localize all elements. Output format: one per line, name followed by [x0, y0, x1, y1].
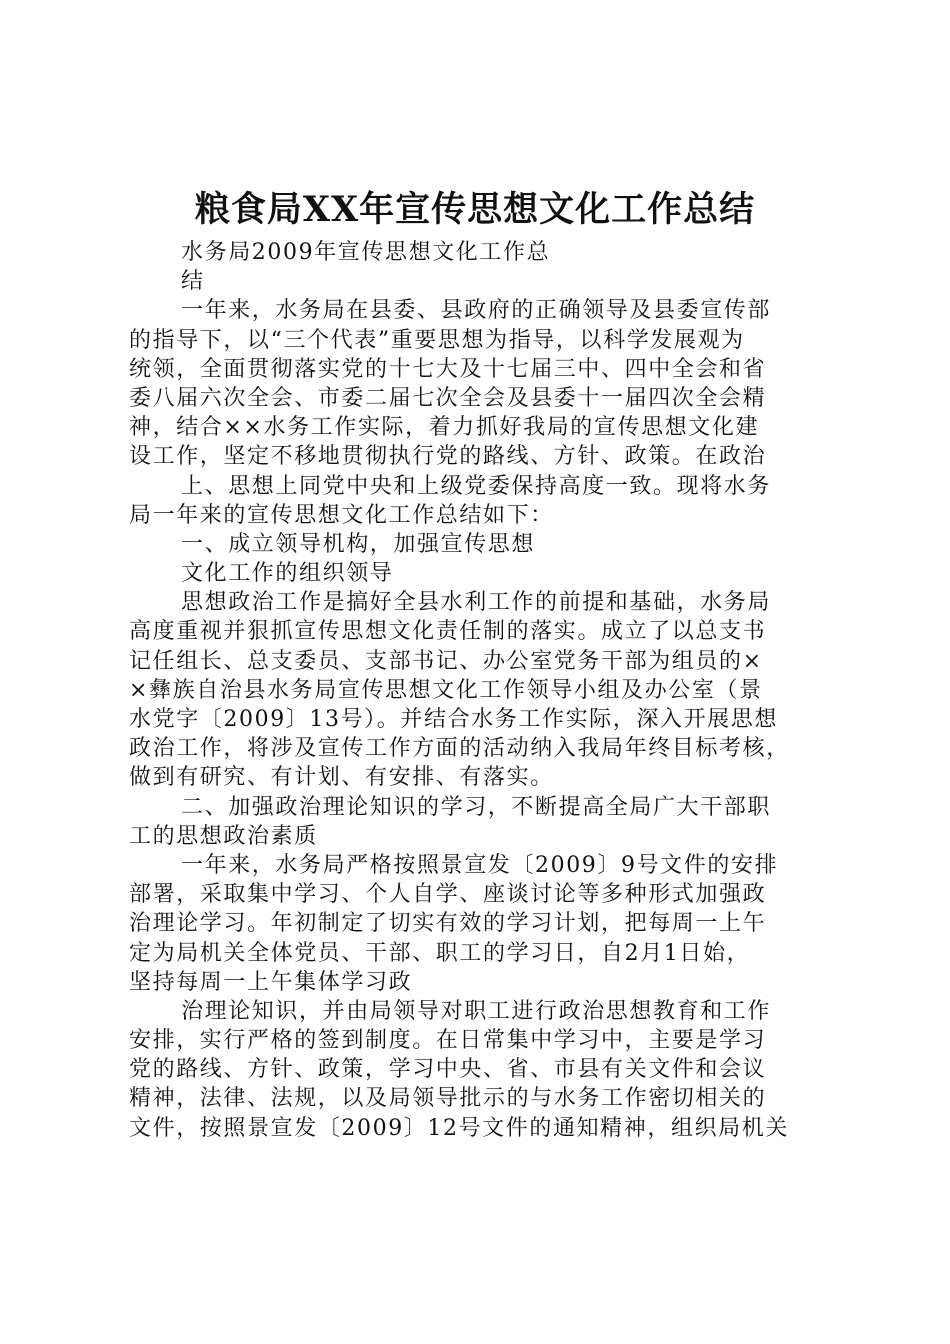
text-line: 委八届六次全会、市委二届七次全会及县委十一届四次全会精	[129, 385, 767, 411]
section-heading: 文化工作的组织领导	[181, 561, 394, 587]
text-line: 设工作，坚定不移地贯彻执行党的路线、方针、政策。在政治	[129, 444, 767, 470]
document-body	[129, 238, 829, 1143]
text-line: 的指导下，以“三个代表”重要思想为指导，以科学发展观为	[129, 327, 745, 353]
text-line: 统领，全面贯彻落实党的十七大及十七届三中、四中全会和省	[129, 356, 767, 382]
section-heading: 工的思想政治素质	[129, 823, 318, 849]
section-heading: 一、成立领导机构，加强宣传思想	[181, 531, 536, 557]
section-heading: 二、加强政治理论知识的学习，不断提高全局广大干部职	[181, 794, 772, 820]
text-line: 治理论知识，并由局领导对职工进行政治思想教育和工作	[181, 998, 772, 1024]
text-line: 上、思想上同党中央和上级党委保持高度一致。现将水务	[181, 473, 772, 499]
text-line: 做到有研究、有计划、有安排、有落实。	[129, 765, 554, 791]
text-line: 神，结合××水务工作实际，着力抓好我局的宣传思想文化建	[129, 415, 760, 441]
text-line: 记任组长、总支委员、支部书记、办公室党务干部为组员的×	[129, 648, 763, 674]
text-line: 政治工作，将涉及宣传工作方面的活动纳入我局年终目标考核，	[129, 736, 790, 762]
text-line: 党的路线、方针、政策，学习中央、省、市县有关文件和会议	[129, 1057, 767, 1083]
text-line: 坚持每周一上午集体学习政	[129, 969, 413, 995]
text-line: ×彝族自治县水务局宣传思想文化工作领导小组及办公室（景	[129, 677, 763, 703]
text-line: 文件，按照景宣发〔2009〕12号文件的通知精神，组织局机关	[129, 1115, 789, 1141]
text-line: 治理论学习。年初制定了切实有效的学习计划，把每周一上午	[129, 911, 767, 937]
text-line: 一年来，水务局严格按照景宣发〔2009〕9号文件的安排	[181, 852, 779, 878]
text-line: 安排，实行严格的签到制度。在日常集中学习中，主要是学习	[129, 1028, 767, 1054]
text-line: 结	[181, 269, 205, 295]
text-line: 局一年来的宣传思想文化工作总结如下：	[129, 502, 554, 528]
text-line: 精神，法律、法规，以及局领导批示的与水务工作密切相关的	[129, 1086, 767, 1112]
text-line: 部署，采取集中学习、个人自学、座谈讨论等多种形式加强政	[129, 882, 767, 908]
text-line: 水党字〔2009〕13号）。并结合水务工作实际，深入开展思想	[129, 707, 778, 732]
text-line: 思想政治工作是搞好全县水利工作的前提和基础，水务局	[181, 590, 772, 616]
text-line: 高度重视并狠抓宣传思想文化责任制的落实。成立了以总支书	[129, 619, 767, 645]
document-title: 粮食局XX年宣传思想文化工作总结	[194, 189, 756, 230]
text-line: 一年来，水务局在县委、县政府的正确领导及县委宣传部	[181, 298, 772, 324]
text-line: 定为局机关全体党员、干部、职工的学习日，自2月1日始，	[129, 940, 751, 966]
text-line: 水务局2009年宣传思想文化工作总	[181, 240, 551, 265]
